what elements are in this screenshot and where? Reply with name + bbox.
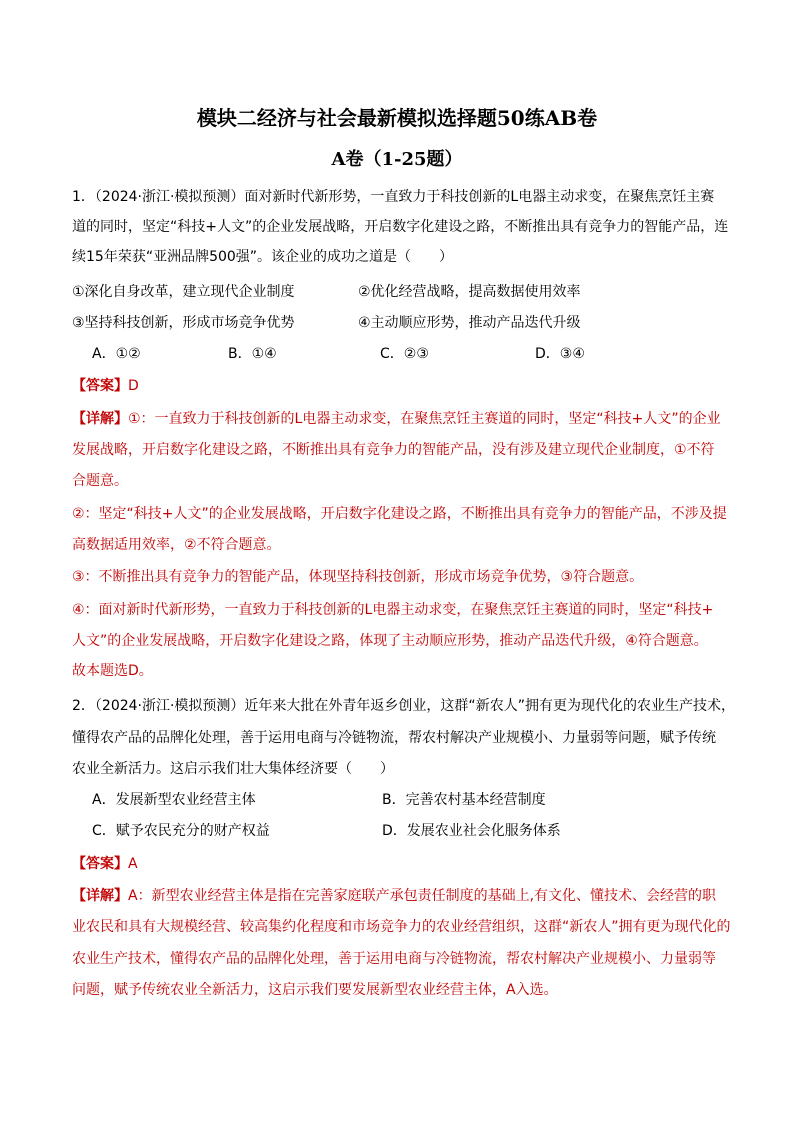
q1-stem-line-1: 1．（2024·浙江·模拟预测）面对新时代新形势，一直致力于科技创新的L电器主动求变，在聚焦烹饪主赛 — [72, 189, 715, 205]
q1-answer-tag: 【答案】 — [72, 378, 128, 394]
q2-stem-line-2: 懂得农产品的品牌化处理，善于运用电商与冷链物流，帮农村解决产业规模小、力量弱等问题，赋予传统 — [72, 730, 716, 746]
q2-stem-line-1: 2．（2024·浙江·模拟预测）近年来大批在外青年返乡创业，这群“新农人”拥有更为现代化的农业生产技术， — [72, 698, 735, 714]
q1-answer-value: D — [128, 378, 139, 394]
q2-option-a: A．发展新型农业经营主体 — [92, 792, 256, 808]
q1-statement-3: ③坚持科技创新，形成市场竞争优势 — [72, 315, 295, 331]
q1-answer — [72, 375, 732, 397]
q2-detail — [72, 885, 732, 907]
q2-answer — [72, 853, 732, 875]
section-subtitle: A卷（1-25题） — [331, 149, 463, 170]
q1-stem-line-3: 续15年荣获“亚洲品牌500强”。该企业的成功之道是（ ） — [72, 249, 454, 265]
q1-detail-line-5: 高数据适用效率，②不符合题意。 — [72, 537, 281, 553]
q2-detail-line-4: 问题，赋予传统农业全新活力，这启示我们要发展新型农业经营主体，A入选。 — [72, 982, 558, 998]
q1-detail-tag: 【详解】 — [72, 411, 128, 427]
q2-option-d: D．发展农业社会化服务体系 — [382, 823, 561, 839]
q2-detail-line-2: 业农民和具有大规模经营、较高集约化程度和市场竞争力的农业经营组织，这群“新农人”拥有更为现代化的 — [72, 919, 731, 935]
q1-detail-line-9: 故本题选D。 — [72, 663, 153, 679]
q1-detail-line-1: ①：一直致力于科技创新的L电器主动求变，在聚焦烹饪主赛道的同时，坚定“科技+人文”的企业 — [128, 411, 721, 427]
q1-option-a: A．①② — [92, 346, 141, 362]
q1-detail — [72, 408, 732, 430]
q1-statement-2: ②优化经营战略，提高数据使用效率 — [358, 284, 581, 300]
q1-statement-1: ①深化自身改革，建立现代企业制度 — [72, 284, 295, 300]
q2-detail-tag: 【详解】 — [72, 888, 128, 904]
q1-detail-line-4: ②：坚定“科技+人文”的企业发展战略，开启数字化建设之路，不断推出具有竞争力的智能产品，不涉及提 — [72, 506, 727, 522]
q1-detail-line-8: 人文”的企业发展战略，开启数字化建设之路，体现了主动顺应形势，推动产品迭代升级，④符合题意。 — [72, 633, 708, 649]
q2-detail-line-3: 农业生产技术，懂得农产品的品牌化处理，善于运用电商与冷链物流，帮农村解决产业规模小、力量弱等 — [72, 951, 716, 967]
q1-option-d: D．③④ — [535, 346, 585, 362]
document-title: 模块二经济与社会最新模拟选择题50练AB卷 — [196, 106, 598, 130]
q1-detail-line-2: 发展战略，开启数字化建设之路，不断推出具有竞争力的智能产品，没有涉及建立现代企业制度，①不符 — [72, 442, 715, 458]
q1-detail-line-6: ③：不断推出具有竞争力的智能产品，体现坚持科技创新，形成市场竞争优势，③符合题意。 — [72, 569, 644, 585]
q2-answer-value: A — [128, 856, 138, 872]
q1-stem-line-2: 道的同时，坚定“科技+人文”的企业发展战略，开启数字化建设之路，不断推出具有竞争力的智能产品，连 — [72, 219, 729, 235]
q2-detail-line-1: A：新型农业经营主体是指在完善家庭联产承包责任制度的基础上,有文化、懂技术、会经营的职 — [128, 888, 717, 904]
q2-stem-line-3: 农业全新活力。这启示我们壮大集体经济要（ ） — [72, 761, 394, 777]
q1-option-c: C．②③ — [380, 346, 429, 362]
q1-statement-4: ④主动顺应形势，推动产品迭代升级 — [358, 315, 581, 331]
q2-answer-tag: 【答案】 — [72, 856, 128, 872]
q1-detail-line-7: ④：面对新时代新形势，一直致力于科技创新的L电器主动求变，在聚焦烹饪主赛道的同时，坚定“科技+ — [72, 602, 714, 618]
q1-detail-line-3: 合题意。 — [72, 473, 128, 489]
q2-option-b: B．完善农村基本经营制度 — [382, 792, 546, 808]
q1-option-b: B．①④ — [228, 346, 277, 362]
q2-option-c: C．赋予农民充分的财产权益 — [92, 823, 270, 839]
